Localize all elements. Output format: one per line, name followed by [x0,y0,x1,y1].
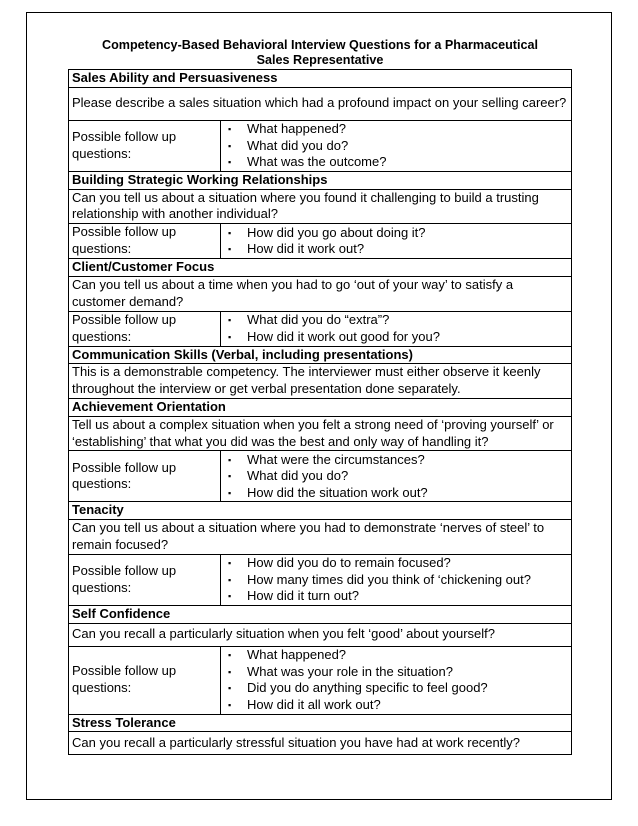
questions-table [68,69,572,755]
section-heading-row [69,171,572,189]
follow-up-item: ▪ How did it work out? [224,241,568,258]
follow-up-item: ▪ What did you do? [224,138,568,155]
follow-up-item: ▪ How did you do to remain focused? [224,555,568,572]
follow-up-list [224,452,568,502]
follow-up-item: ▪ How did it work out good for you? [224,329,568,346]
section-heading: Sales Ability and Persuasiveness [69,70,572,88]
section-heading: Building Strategic Working Relationships [69,171,572,189]
question-row [69,416,572,451]
follow-up-list [224,647,568,713]
follow-up-item: ▪ What was your role in the situation? [224,664,568,681]
question-row [69,623,572,646]
section-heading: Self Confidence [69,605,572,623]
follow-up-item: ▪ How did you go about doing it? [224,225,568,242]
question-text: This is a demonstrable competency. The interviewer must either observe it keenly throughout the interview or get verbal presentation done separately. [69,364,572,399]
follow-up-cell [221,224,572,259]
follow-up-item: ▪ What did you do “extra”? [224,312,568,329]
section-heading-row [69,605,572,623]
question-text: Tell us about a complex situation when you felt a strong need of ‘proving yourself’ or ‘establishing’ that what you did was the best and only way of handling it? [69,416,572,451]
follow-up-label: Possible follow up questions: [69,451,221,502]
question-text: Can you recall a particularly situation when you felt ‘good’ about yourself? [69,623,572,646]
follow-up-cell [221,120,572,171]
question-row [69,189,572,224]
follow-up-row [69,224,572,259]
section-heading-row [69,398,572,416]
section-heading-row [69,714,572,732]
section-heading: Achievement Orientation [69,398,572,416]
question-row [69,732,572,755]
section-heading-row [69,346,572,364]
question-text: Can you recall a particularly stressful situation you have had at work recently? [69,732,572,755]
follow-up-cell [221,646,572,714]
section-heading-row [69,502,572,520]
follow-up-list [224,121,568,171]
question-text: Can you tell us about a situation where you found it challenging to build a trusting relationship with another individual? [69,189,572,224]
follow-up-item: ▪ What was the outcome? [224,154,568,171]
section-heading-row [69,259,572,277]
follow-up-item: ▪ What happened? [224,647,568,664]
follow-up-cell [221,554,572,605]
follow-up-item: ▪ What were the circumstances? [224,452,568,469]
question-row [69,520,572,555]
follow-up-label: Possible follow up questions: [69,646,221,714]
follow-up-item: ▪ How did the situation work out? [224,485,568,502]
follow-up-label: Possible follow up questions: [69,120,221,171]
section-heading: Client/Customer Focus [69,259,572,277]
follow-up-item: ▪ What did you do? [224,468,568,485]
follow-up-list [224,555,568,605]
follow-up-cell [221,311,572,346]
follow-up-label: Possible follow up questions: [69,554,221,605]
follow-up-item: ▪ What happened? [224,121,568,138]
follow-up-list [224,312,568,345]
follow-up-cell [221,451,572,502]
title-line-2: Sales Representative [256,53,384,67]
follow-up-list [224,225,568,258]
question-row [69,276,572,311]
section-heading: Tenacity [69,502,572,520]
follow-up-label: Possible follow up questions: [69,311,221,346]
section-heading-row [69,70,572,88]
question-text: Can you tell us about a time when you had to go ‘out of your way’ to satisfy a customer demand? [69,276,572,311]
follow-up-item: ▪ Did you do anything specific to feel good? [224,680,568,697]
question-row [69,364,572,399]
section-heading: Communication Skills (Verbal, including presentations) [69,346,572,364]
follow-up-row [69,120,572,171]
question-row [69,87,572,120]
follow-up-row [69,311,572,346]
section-heading: Stress Tolerance [69,714,572,732]
follow-up-item: ▪ How did it turn out? [224,588,568,605]
follow-up-item: ▪ How many times did you think of ‘chickening out? [224,572,568,589]
title-line-1: Competency-Based Behavioral Interview Questions for a Pharmaceutical [101,38,539,52]
question-text: Please describe a sales situation which had a profound impact on your selling career? [69,87,572,120]
follow-up-row [69,554,572,605]
follow-up-row [69,646,572,714]
follow-up-item: ▪ How did it all work out? [224,697,568,714]
follow-up-row [69,451,572,502]
question-text: Can you tell us about a situation where you had to demonstrate ‘nerves of steel’ to remain focused? [69,520,572,555]
document-title [68,38,572,68]
follow-up-label: Possible follow up questions: [69,224,221,259]
